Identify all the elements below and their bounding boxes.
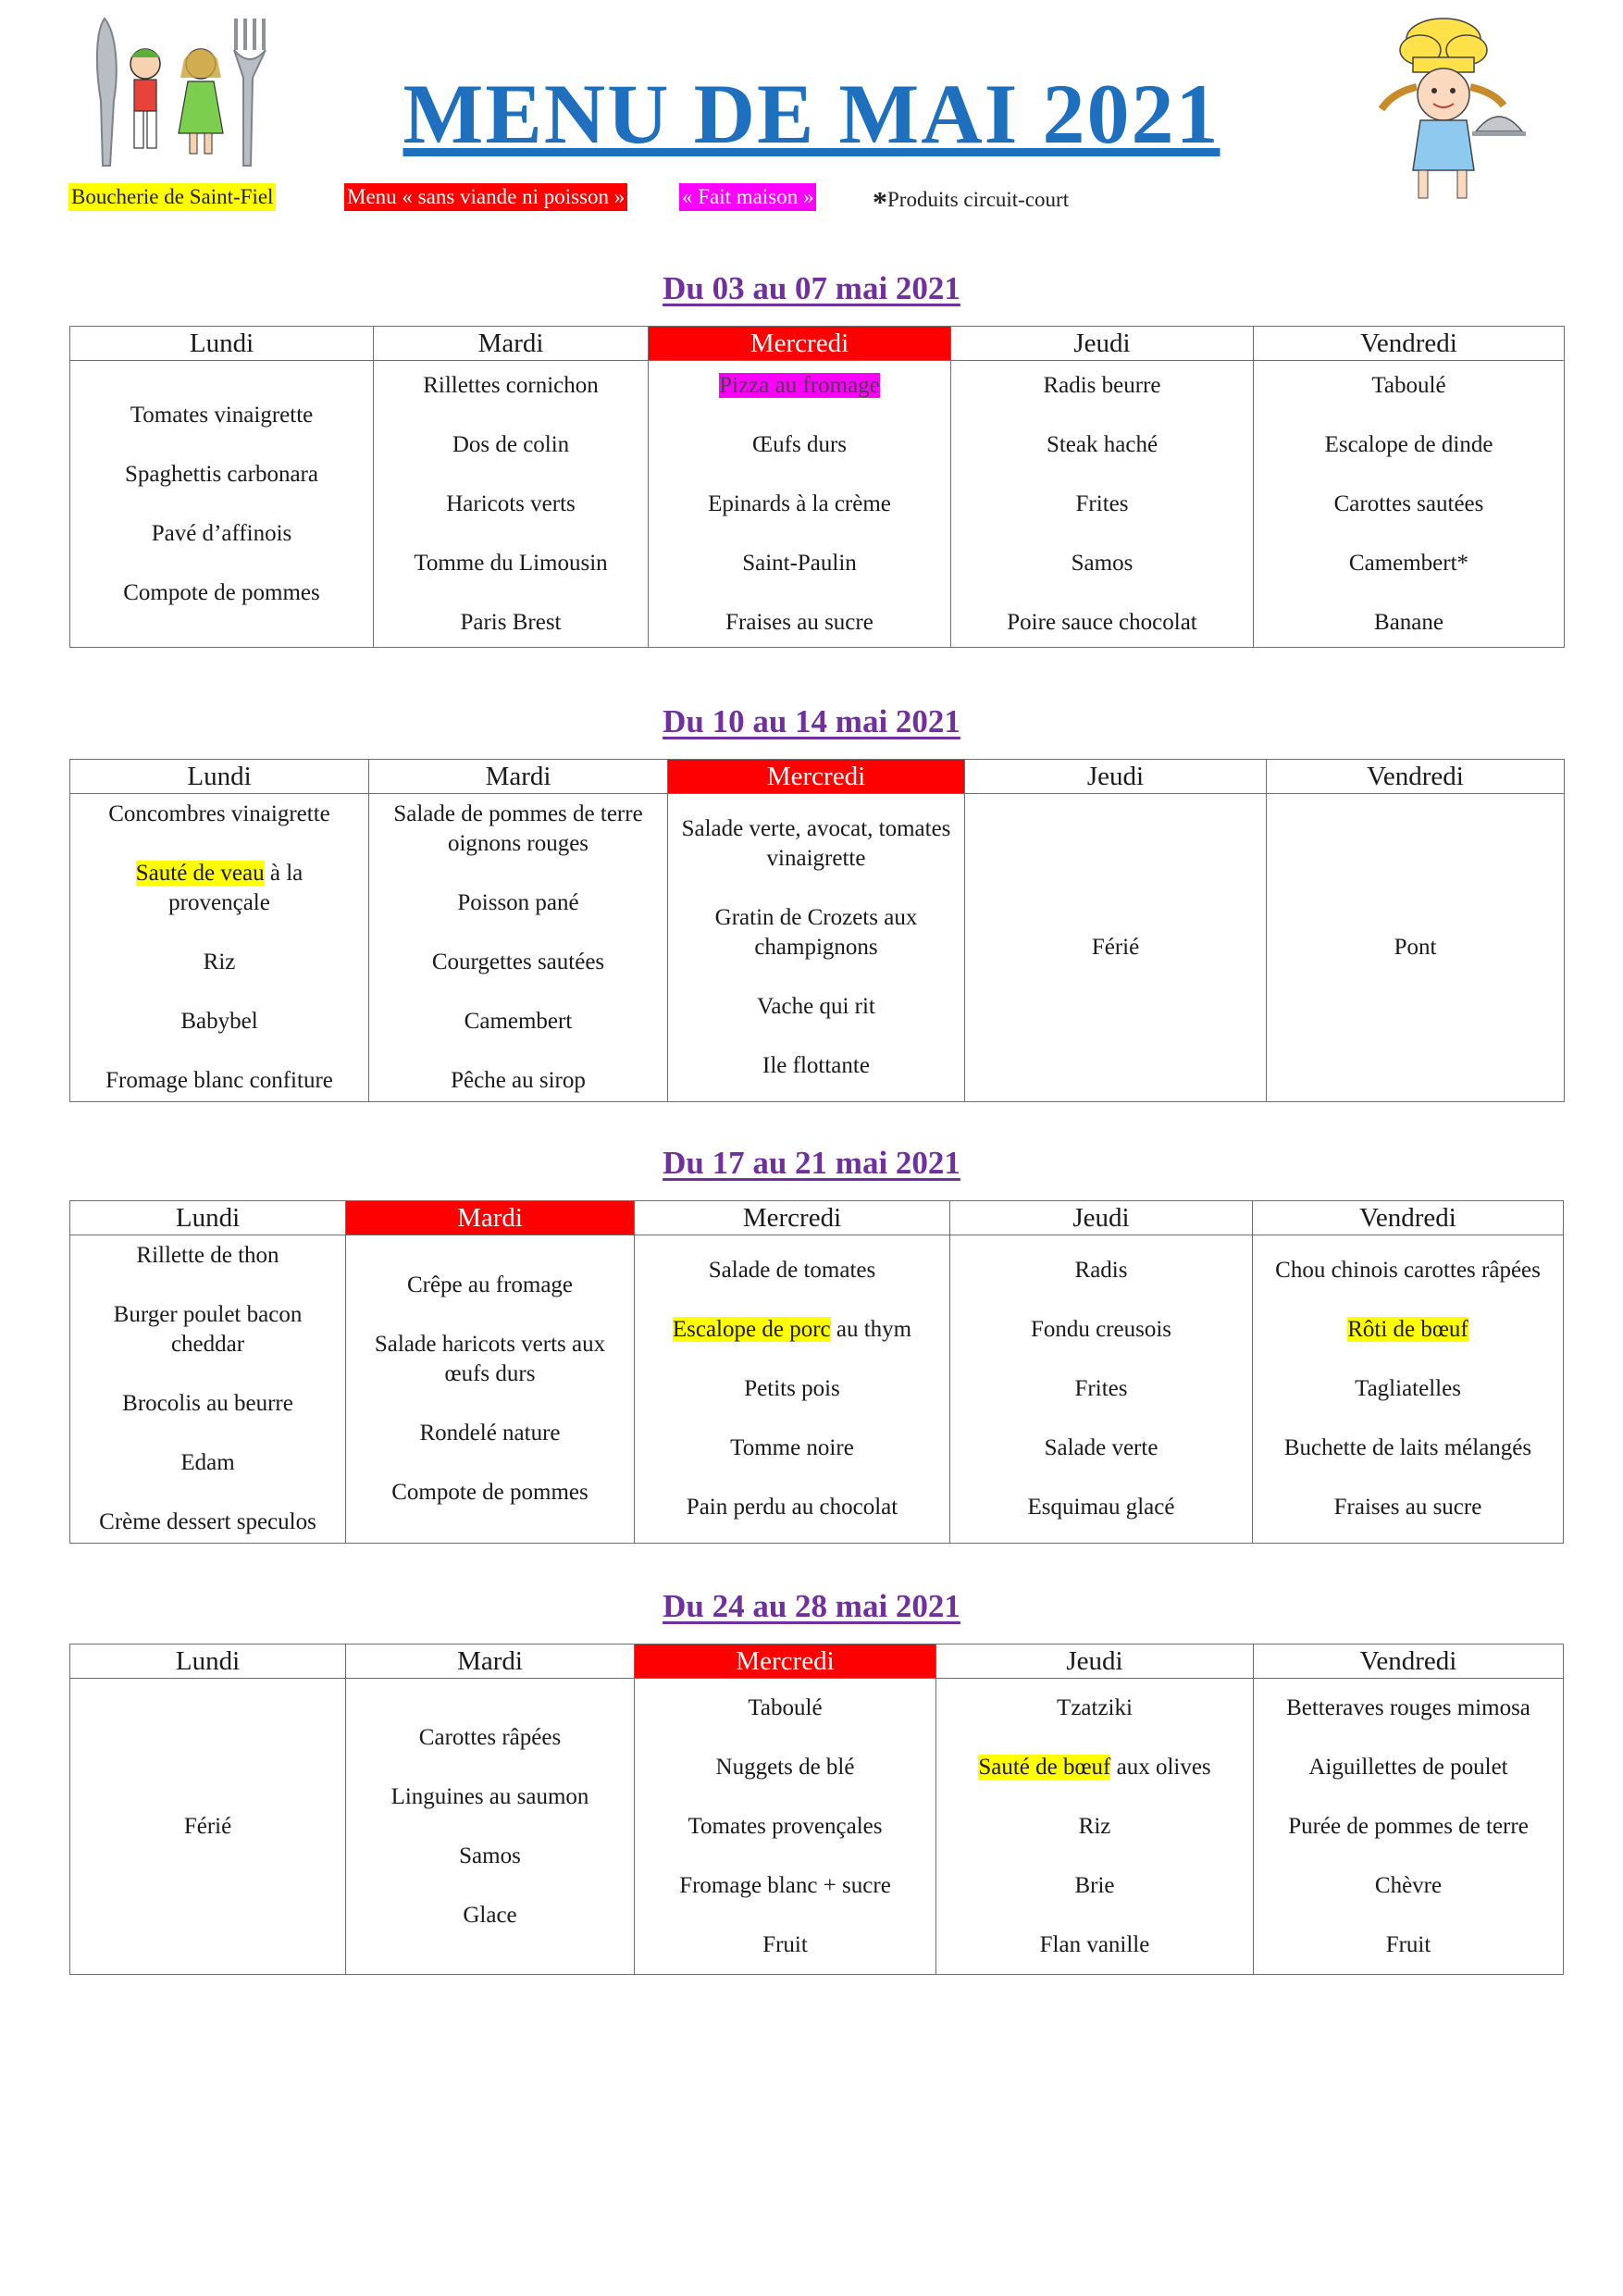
dish-item: Fraises au sucre (725, 609, 873, 635)
week-menu-table (69, 1200, 1564, 1544)
dish-item (662, 371, 937, 401)
menu-cell-jeudi (965, 794, 1267, 1102)
dish-item: Brocolis au beurre (122, 1391, 293, 1416)
dish-item: Epinards à la crème (708, 490, 891, 516)
day-header-lundi: Lundi (70, 760, 369, 794)
menu-cell-mercredi (635, 1679, 936, 1975)
menu-cell-lundi (70, 1679, 346, 1975)
butcher-highlight: Sauté de bœuf (978, 1754, 1111, 1780)
day-header-mardi: Mardi (346, 1201, 635, 1235)
menu-cell-vendredi (1254, 1679, 1564, 1975)
day-header-jeudi: Jeudi (936, 1644, 1254, 1679)
menu-cell-mardi (374, 361, 649, 648)
legend-star: * (873, 185, 887, 218)
dish-item: Rillettes cornichon (423, 372, 599, 398)
menu-cell-mercredi (649, 361, 951, 648)
day-header-vendredi: Vendredi (1254, 327, 1565, 361)
dish-item: Crêpe au fromage (406, 1272, 574, 1297)
dish-item: Purée de pommes de terre (1288, 1813, 1529, 1839)
day-header-mercredi: Mercredi (668, 760, 965, 794)
dish-item: Pavé d’affinois (151, 520, 292, 546)
menu-row (70, 361, 1565, 648)
dish-item: Férié (1091, 935, 1140, 960)
dish-item: Rondelé nature (419, 1421, 561, 1446)
dish-item: Tomates provençales (688, 1813, 883, 1839)
dish-item: Courgettes sautées (431, 949, 605, 974)
menu-cell-lundi (70, 361, 374, 648)
dish-item: Flan vanille (1039, 1931, 1150, 1957)
menu-cell-jeudi (936, 1679, 1254, 1975)
dish-item: Crème dessert speculos (99, 1509, 316, 1534)
legend-butcher: Boucherie de Saint-Fiel (68, 183, 276, 211)
week-menu-table (69, 759, 1565, 1102)
dish-item: Salade verte (1044, 1435, 1158, 1460)
dish-item: Sauté de bœuf aux olives (978, 1754, 1211, 1780)
menu-cell-vendredi (1254, 361, 1565, 648)
dish-item: Fondu creusois (1030, 1317, 1172, 1342)
dish-item: Taboulé (1371, 372, 1446, 398)
day-header-vendredi: Vendredi (1254, 1644, 1564, 1679)
day-header-jeudi: Jeudi (951, 327, 1254, 361)
legend-veggie: Menu « sans viande ni poisson » (344, 183, 627, 211)
dish-item: Tomates vinaigrette (130, 402, 314, 428)
menu-cell-mardi (346, 1235, 635, 1544)
dish-item: Dos de colin (452, 431, 570, 457)
day-header-vendredi: Vendredi (1253, 1201, 1564, 1235)
day-header-mercredi: Mercredi (635, 1201, 950, 1235)
butcher-highlight: Rôti de bœuf (1347, 1317, 1468, 1342)
dish-item: Radis beurre (1043, 372, 1161, 398)
dish-item: Fraises au sucre (1333, 1495, 1482, 1520)
dish-item: Vache qui rit (757, 994, 875, 1019)
dish-item: Riz (1078, 1813, 1111, 1839)
dish-item: Tzatziki (1057, 1694, 1133, 1720)
day-header-vendredi: Vendredi (1267, 760, 1565, 794)
dish-item: Frites (1074, 1376, 1128, 1401)
dish-item: Escalope de porc au thym (672, 1317, 912, 1342)
dish-item: Tomme du Limousin (414, 550, 608, 576)
dish-item: Petits pois (744, 1376, 840, 1401)
day-header-row (70, 760, 1565, 794)
dish-item: Salade haricots verts aux œufs durs (374, 1332, 606, 1386)
dish-item: Tagliatelles (1355, 1376, 1461, 1401)
dish-item: Férié (183, 1813, 232, 1839)
day-header-mardi: Mardi (346, 1644, 635, 1679)
dish-item: Paris Brest (460, 609, 562, 635)
dish-item: Saint-Paulin (742, 550, 857, 576)
dish-item: Pain perdu au chocolat (686, 1495, 898, 1520)
dish-item: Fromage blanc confiture (105, 1068, 333, 1093)
day-header-lundi: Lundi (70, 327, 374, 361)
dish-item: Pont (1394, 935, 1437, 960)
dish-item: Babybel (180, 1009, 258, 1034)
day-header-row (70, 1201, 1564, 1235)
dish-item: Fruit (762, 1931, 808, 1957)
legend-homemade: « Fait maison » (679, 183, 816, 211)
day-header-mardi: Mardi (374, 327, 649, 361)
dish-item: Brie (1074, 1872, 1115, 1898)
menu-cell-mercredi (668, 794, 965, 1102)
dish-item: Spaghettis carbonara (125, 461, 318, 487)
menu-cell-mardi (346, 1679, 635, 1975)
dish-item: Nuggets de blé (715, 1754, 855, 1780)
dish-item: Steak haché (1046, 431, 1158, 457)
dish-item: Pêche au sirop (451, 1068, 586, 1093)
dish-item: Salade de pommes de terre oignons rouges (393, 801, 643, 856)
day-header-lundi: Lundi (70, 1201, 346, 1235)
dish-item: Escalope de dinde (1324, 431, 1493, 457)
day-header-mercredi: Mercredi (649, 327, 951, 361)
dish-item: Sauté de veau à la provençale (135, 861, 304, 915)
dish-item: Linguines au saumon (390, 1783, 589, 1809)
dish-item: Camembert (464, 1009, 573, 1034)
week-menu-table (69, 326, 1565, 648)
dish-item: Ile flottante (762, 1053, 870, 1078)
menu-cell-jeudi (950, 1235, 1253, 1544)
dish-item: Tomme noire (730, 1435, 854, 1460)
week-title: Du 10 au 14 mai 2021 (663, 703, 960, 739)
homemade-highlight: Pizza au fromage (719, 372, 880, 398)
dish-item: Buchette de laits mélangés (1283, 1435, 1532, 1460)
dish-item: Rillette de thon (136, 1243, 279, 1268)
page-title: MENU DE MAI 2021 (403, 67, 1220, 161)
day-header-jeudi: Jeudi (965, 760, 1267, 794)
menu-cell-vendredi (1267, 794, 1565, 1102)
menu-cell-mardi (369, 794, 668, 1102)
week-menu-table (69, 1644, 1564, 1975)
dish-item: Poisson pané (457, 890, 579, 915)
week-title: Du 03 au 07 mai 2021 (663, 270, 960, 306)
dish-item: Camembert* (1348, 550, 1469, 576)
dish-item: Samos (459, 1843, 521, 1868)
dish-item: Gratin de Crozets aux champignons (714, 905, 918, 960)
menu-row (70, 1235, 1564, 1544)
butcher-highlight: Sauté de veau (135, 861, 265, 886)
day-header-row (70, 327, 1565, 361)
dish-item: Esquimau glacé (1027, 1495, 1175, 1520)
dish-item: Compote de pommes (123, 579, 320, 605)
dish-item: Glace (463, 1902, 517, 1928)
day-header-mercredi: Mercredi (635, 1644, 936, 1679)
dish-item: Betteraves rouges mimosa (1286, 1694, 1530, 1720)
dish-item: Poire sauce chocolat (1007, 609, 1197, 635)
dish-item: Samos (1071, 550, 1134, 576)
day-header-lundi: Lundi (70, 1644, 346, 1679)
week-title: Du 24 au 28 mai 2021 (663, 1588, 960, 1624)
menu-cell-vendredi (1253, 1235, 1564, 1544)
butcher-highlight: Escalope de porc (672, 1317, 831, 1342)
dish-item: Aiguillettes de poulet (1308, 1754, 1508, 1780)
menu-cell-lundi (70, 794, 369, 1102)
dish-item: Taboulé (748, 1694, 823, 1720)
menu-row (70, 794, 1565, 1102)
dish-item: Fromage blanc + sucre (679, 1872, 891, 1898)
dish-item: Chèvre (1374, 1872, 1443, 1898)
dish-item: Frites (1075, 490, 1129, 516)
dish-item: Salade de tomates (708, 1258, 876, 1283)
week-title: Du 17 au 21 mai 2021 (663, 1145, 960, 1181)
dish-item: Chou chinois carottes râpées (1275, 1258, 1541, 1283)
dish-item: Carottes râpées (418, 1724, 562, 1750)
dish-item: Radis (1074, 1258, 1128, 1283)
menu-cell-lundi (70, 1235, 346, 1544)
dish-item: Edam (180, 1450, 235, 1475)
dish-item: Œufs durs (751, 431, 848, 457)
menu-cell-mercredi (635, 1235, 950, 1544)
dish-item: Haricots verts (446, 490, 576, 516)
dish-item: Riz (203, 949, 236, 974)
dish-item: Fruit (1385, 1931, 1431, 1957)
dish-item: Banane (1374, 609, 1443, 635)
dish-item: Concombres vinaigrette (108, 801, 330, 826)
dish-item: Burger poulet bacon cheddar (113, 1302, 303, 1357)
dish-item: Carottes sautées (1333, 490, 1484, 516)
day-header-mardi: Mardi (369, 760, 668, 794)
menu-row (70, 1679, 1564, 1975)
legend-circuit-text: Produits circuit-court (887, 188, 1070, 211)
dish-item (1266, 1315, 1550, 1345)
day-header-row (70, 1644, 1564, 1679)
dish-item: Salade verte, avocat, tomates vinaigrette (681, 816, 951, 871)
day-header-jeudi: Jeudi (950, 1201, 1253, 1235)
menu-cell-jeudi (951, 361, 1254, 648)
legend-circuit-court (870, 183, 1072, 221)
dish-item: Compote de pommes (391, 1480, 588, 1505)
